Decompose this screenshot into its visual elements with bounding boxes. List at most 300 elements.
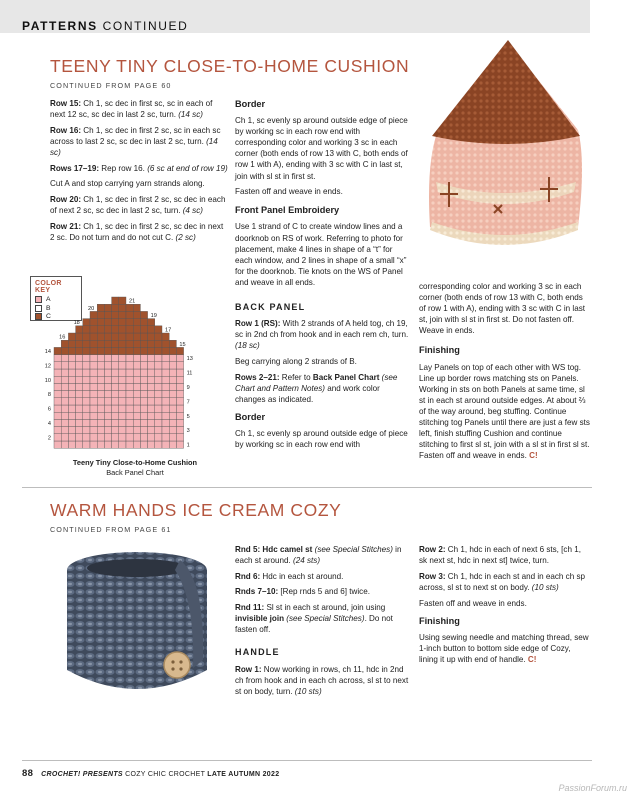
chart-cell bbox=[61, 419, 68, 426]
back-border-text: Ch 1, sc evenly sp around outside edge of piece by working sc in each row end with bbox=[235, 429, 408, 450]
chart-cell bbox=[112, 297, 119, 304]
cushion-col3 bbox=[419, 281, 591, 466]
chart-cell bbox=[97, 391, 104, 398]
chart-row-label: 18 bbox=[73, 320, 80, 327]
border-continued: corresponding color and working 3 sc in each corner (both ends of row 13 with C, both ends of row 1 with A), ending with 3 sc with C in last st, join with sl st in first st. Do not fasten off. Weave in ends. bbox=[419, 282, 585, 336]
chart-caption: Teeny Tiny Close-to-Home Cushion Back Panel Chart bbox=[72, 458, 198, 477]
border-text: Ch 1, sc evenly sp around outside edge of piece by working sc in each row end with corresponding color and working 3 sc in each corner (both ends of row 13 with C, both ends of row 1 with A), ending with 3 sc with C in last st, join with sl st in first st. bbox=[235, 116, 408, 181]
cushion-title: TEENY TINY CLOSE-TO-HOME CUSHION bbox=[50, 56, 410, 76]
chart-cell bbox=[119, 362, 126, 369]
chart-cell bbox=[119, 326, 126, 333]
chart-cell bbox=[155, 391, 162, 398]
cozy-finishing-heading: Finishing bbox=[419, 615, 460, 626]
chart-cell bbox=[176, 362, 183, 369]
chart-cell bbox=[61, 405, 68, 412]
chart-cell bbox=[169, 405, 176, 412]
chart-cell bbox=[83, 362, 90, 369]
chart-cell bbox=[104, 376, 111, 383]
chart-cell bbox=[176, 398, 183, 405]
chart-cell bbox=[104, 405, 111, 412]
chart-cell bbox=[140, 340, 147, 347]
chart-cell bbox=[155, 412, 162, 419]
chart-cell bbox=[61, 383, 68, 390]
chart-cell bbox=[162, 391, 169, 398]
chart-cell bbox=[176, 369, 183, 376]
footer: 88 CROCHET! PRESENTS COZY CHIC CROCHET LATE AUTUMN 2022 bbox=[22, 768, 280, 779]
chart-cell bbox=[76, 419, 83, 426]
chart-cell bbox=[83, 326, 90, 333]
chart-cell bbox=[133, 412, 140, 419]
chart-cell bbox=[112, 412, 119, 419]
cozy-col2 bbox=[419, 544, 591, 670]
rnd-6: Rnd 6: Hdc in each st around. bbox=[235, 571, 344, 581]
chart-cell bbox=[126, 319, 133, 326]
chart-cell bbox=[126, 391, 133, 398]
chart-cell bbox=[83, 340, 90, 347]
chart-cell bbox=[119, 412, 126, 419]
chart-cell bbox=[54, 347, 61, 354]
chart-cell bbox=[83, 376, 90, 383]
section-header: PATTERNS CONTINUED bbox=[22, 19, 189, 33]
chart-cell bbox=[83, 427, 90, 434]
chart-cell bbox=[148, 376, 155, 383]
chart-cell bbox=[126, 311, 133, 318]
chart-cell bbox=[90, 347, 97, 354]
chart-cell bbox=[155, 326, 162, 333]
chart-cell bbox=[61, 412, 68, 419]
back-beg: Beg carrying along 2 strands of B. bbox=[235, 356, 357, 366]
chart-row-label: 5 bbox=[186, 413, 190, 420]
chart-cell bbox=[133, 311, 140, 318]
chart-cell bbox=[112, 441, 119, 448]
chart-cell bbox=[97, 412, 104, 419]
border-heading: Border bbox=[235, 99, 266, 109]
chart-cell bbox=[169, 355, 176, 362]
chart-cell bbox=[162, 434, 169, 441]
chart-cell bbox=[68, 427, 75, 434]
chart-cell bbox=[104, 347, 111, 354]
chart-cell bbox=[90, 383, 97, 390]
chart-cell bbox=[133, 441, 140, 448]
chart-cell bbox=[155, 434, 162, 441]
chart-cell bbox=[68, 383, 75, 390]
chart-cell bbox=[68, 347, 75, 354]
chart-cell bbox=[112, 369, 119, 376]
chart-cell bbox=[162, 355, 169, 362]
chart-row-label: 17 bbox=[165, 327, 172, 334]
color-key-c: C bbox=[35, 313, 77, 320]
chart-cell bbox=[169, 441, 176, 448]
chart-cell bbox=[90, 369, 97, 376]
chart-cell bbox=[176, 419, 183, 426]
chart-cell bbox=[90, 376, 97, 383]
chart-cell bbox=[148, 369, 155, 376]
cushion-col2 bbox=[235, 98, 411, 455]
cozy-col1 bbox=[235, 544, 411, 701]
chart-cell bbox=[104, 369, 111, 376]
chart-cell bbox=[68, 362, 75, 369]
chart-cell bbox=[126, 398, 133, 405]
chart-cell bbox=[54, 398, 61, 405]
chart-cell bbox=[90, 405, 97, 412]
chart-cell bbox=[104, 398, 111, 405]
handle-row-3: Row 3: Ch 1, hdc in each st and in each ch sp across, sl st to next st on body. (10 sts) bbox=[419, 571, 586, 592]
chart-cell bbox=[140, 355, 147, 362]
chart-cell bbox=[133, 383, 140, 390]
cut-a: Cut A and stop carrying yarn strands along. bbox=[50, 179, 205, 189]
chart-cell bbox=[133, 376, 140, 383]
chart-cell bbox=[83, 441, 90, 448]
cozy-continued: CONTINUED FROM PAGE 61 bbox=[50, 525, 172, 534]
chart-cell bbox=[83, 434, 90, 441]
chart-cell bbox=[68, 398, 75, 405]
chart-row-label: 13 bbox=[186, 356, 193, 363]
chart-row-label: 16 bbox=[59, 334, 66, 341]
chart-cell bbox=[126, 376, 133, 383]
chart-cell bbox=[148, 427, 155, 434]
chart-cell bbox=[133, 362, 140, 369]
chart-cell bbox=[140, 434, 147, 441]
chart-cell bbox=[97, 405, 104, 412]
chart-cell bbox=[112, 376, 119, 383]
chart-cell bbox=[54, 369, 61, 376]
chart-cell bbox=[119, 369, 126, 376]
chart-cell bbox=[83, 419, 90, 426]
chart-cell bbox=[140, 419, 147, 426]
chart-cell bbox=[140, 347, 147, 354]
chart-cell bbox=[83, 391, 90, 398]
chart-cell bbox=[126, 304, 133, 311]
chart-row-label: 9 bbox=[186, 385, 190, 391]
chart-cell bbox=[112, 340, 119, 347]
chart-cell bbox=[162, 362, 169, 369]
chart-cell bbox=[155, 441, 162, 448]
chart-cell bbox=[140, 333, 147, 340]
chart-cell bbox=[104, 383, 111, 390]
chart-cell bbox=[148, 383, 155, 390]
chart-cell bbox=[162, 405, 169, 412]
chart-cell bbox=[61, 376, 68, 383]
chart-cell bbox=[61, 347, 68, 354]
back-row-1: Row 1 (RS): With 2 strands of A held tog, ch 19, sc in 2nd ch from hook and in each rem ch, turn. (18 sc) bbox=[235, 319, 409, 351]
color-key-a: A bbox=[35, 296, 77, 303]
chart-cell bbox=[68, 434, 75, 441]
chart-cell bbox=[90, 311, 97, 318]
chart-cell bbox=[148, 333, 155, 340]
handle-row-2: Row 2: Ch 1, hdc in each of next 6 sts, [ch 1, sk next st, hdc in next st] twice, turn. bbox=[419, 545, 581, 566]
chart-cell bbox=[169, 419, 176, 426]
chart-cell bbox=[61, 391, 68, 398]
chart-cell bbox=[162, 441, 169, 448]
chart-cell bbox=[126, 333, 133, 340]
chart-cell bbox=[54, 391, 61, 398]
chart-cell bbox=[133, 347, 140, 354]
chart-cell bbox=[97, 427, 104, 434]
chart-cell bbox=[112, 319, 119, 326]
chart-cell bbox=[133, 355, 140, 362]
chart-cell bbox=[126, 340, 133, 347]
chart-cell bbox=[119, 333, 126, 340]
chart-cell bbox=[169, 362, 176, 369]
chart-cell bbox=[54, 376, 61, 383]
chart-cell bbox=[90, 412, 97, 419]
chart-cell bbox=[104, 434, 111, 441]
chart-cell bbox=[97, 369, 104, 376]
chart-cell bbox=[176, 427, 183, 434]
cozy-photo bbox=[45, 540, 225, 705]
chart-cell bbox=[140, 427, 147, 434]
chart-cell bbox=[83, 369, 90, 376]
chart-cell bbox=[119, 398, 126, 405]
watermark: PassionForum.ru bbox=[558, 783, 627, 793]
chart-cell bbox=[162, 427, 169, 434]
rows-17-19: Rows 17–19: Rep row 16. (6 sc at end of row 19) bbox=[50, 163, 228, 173]
chart-row-label: 11 bbox=[186, 370, 193, 377]
chart-cell bbox=[176, 412, 183, 419]
chart-cell bbox=[140, 319, 147, 326]
chart-cell bbox=[104, 340, 111, 347]
chart-cell bbox=[162, 412, 169, 419]
chart-cell bbox=[76, 398, 83, 405]
chart-cell bbox=[104, 427, 111, 434]
chart-cell bbox=[68, 405, 75, 412]
chart-cell bbox=[61, 362, 68, 369]
chart-cell bbox=[162, 347, 169, 354]
chart-cell bbox=[169, 427, 176, 434]
chart-cell bbox=[162, 398, 169, 405]
chart-cell bbox=[133, 340, 140, 347]
embroidery-text: Use 1 strand of C to create window lines and a doorknob on RS of work. Referring to photo for placement, make 4 lines in shape of a “t” for each window, and 2 lines in shape of a small “x” for the doorknob. Tie knots on the WS of Panel and weave in all ends. bbox=[235, 222, 407, 287]
chart-cell bbox=[76, 340, 83, 347]
chart-cell bbox=[112, 398, 119, 405]
chart-cell bbox=[155, 398, 162, 405]
chart-cell bbox=[155, 347, 162, 354]
chart-cell bbox=[169, 412, 176, 419]
color-key-title: COLOR KEY bbox=[35, 280, 62, 294]
chart-cell bbox=[90, 419, 97, 426]
chart-cell bbox=[112, 427, 119, 434]
chart-cell bbox=[133, 333, 140, 340]
chart-cell bbox=[104, 412, 111, 419]
chart-cell bbox=[54, 355, 61, 362]
chart-cell bbox=[61, 427, 68, 434]
chart-row-label: 12 bbox=[44, 363, 51, 370]
chart-cell bbox=[112, 355, 119, 362]
chart-cell bbox=[176, 376, 183, 383]
chart-cell bbox=[119, 383, 126, 390]
chart-cell bbox=[97, 419, 104, 426]
chart-cell bbox=[126, 434, 133, 441]
chart-cell bbox=[162, 333, 169, 340]
chart-cell bbox=[97, 311, 104, 318]
chart-cell bbox=[126, 383, 133, 390]
chart-cell bbox=[148, 419, 155, 426]
chart-cell bbox=[155, 419, 162, 426]
cozy-finishing-text: Using sewing needle and matching thread, sew 1-inch button to bottom side edge of Cozy, lining it up with end of handle. C! bbox=[419, 632, 589, 664]
button-icon bbox=[164, 652, 190, 678]
chart-cell bbox=[112, 304, 119, 311]
finishing-heading: Finishing bbox=[419, 345, 460, 356]
chart-cell bbox=[148, 398, 155, 405]
chart-cell bbox=[90, 434, 97, 441]
chart-cell bbox=[54, 427, 61, 434]
color-key-b: B bbox=[35, 305, 77, 312]
chart-cell bbox=[90, 340, 97, 347]
chart-cell bbox=[119, 319, 126, 326]
chart-cell bbox=[119, 311, 126, 318]
chart-cell bbox=[61, 398, 68, 405]
chart-cell bbox=[140, 405, 147, 412]
chart-cell bbox=[148, 391, 155, 398]
chart-cell bbox=[126, 405, 133, 412]
back-panel-chart bbox=[28, 290, 228, 455]
chart-cell bbox=[155, 376, 162, 383]
chart-cell bbox=[97, 376, 104, 383]
chart-cell bbox=[68, 391, 75, 398]
chart-cell bbox=[155, 333, 162, 340]
chart-cell bbox=[76, 412, 83, 419]
chart-cell bbox=[97, 326, 104, 333]
chart-cell bbox=[148, 412, 155, 419]
chart-cell bbox=[112, 383, 119, 390]
embroidery-heading: Front Panel Embroidery bbox=[235, 205, 340, 216]
chart-cell bbox=[104, 419, 111, 426]
chart-cell bbox=[140, 326, 147, 333]
chart-cell bbox=[76, 376, 83, 383]
chart-cell bbox=[83, 333, 90, 340]
chart-cell bbox=[126, 347, 133, 354]
chart-cell bbox=[176, 441, 183, 448]
chart-cell bbox=[83, 405, 90, 412]
back-border-heading: Border bbox=[235, 411, 266, 422]
chart-cell bbox=[54, 441, 61, 448]
chart-cell bbox=[155, 340, 162, 347]
row-15: Row 15: Ch 1, sc dec in first sc, sc in each of next 12 sc, sc dec in last 2 sc, turn. (14 sc) bbox=[50, 99, 213, 120]
chart-cell bbox=[126, 427, 133, 434]
chart-cell bbox=[61, 369, 68, 376]
chart-cell bbox=[54, 434, 61, 441]
chart-cell bbox=[155, 383, 162, 390]
chart-cell bbox=[148, 434, 155, 441]
chart-cell bbox=[112, 347, 119, 354]
chart-cell bbox=[112, 326, 119, 333]
chart-cell bbox=[76, 347, 83, 354]
chart-cell bbox=[162, 369, 169, 376]
chart-cell bbox=[133, 319, 140, 326]
rnd-5: Rnd 5: Hdc camel st (see Special Stitches) in each st around. (24 sts) bbox=[235, 545, 402, 566]
chart-cell bbox=[97, 319, 104, 326]
chart-cell bbox=[176, 383, 183, 390]
chart-cell bbox=[169, 391, 176, 398]
chart-row-label: 15 bbox=[179, 341, 186, 348]
chart-cell bbox=[176, 405, 183, 412]
chart-row-label: 3 bbox=[186, 428, 190, 435]
chart-cell bbox=[169, 347, 176, 354]
chart-cell bbox=[97, 340, 104, 347]
chart-cell bbox=[76, 326, 83, 333]
chart-cell bbox=[169, 383, 176, 390]
chart-cell bbox=[97, 355, 104, 362]
chart-cell bbox=[97, 398, 104, 405]
chart-cell bbox=[155, 369, 162, 376]
chart-cell bbox=[148, 326, 155, 333]
chart-cell bbox=[148, 340, 155, 347]
rnds-7-10: Rnds 7–10: [Rep rnds 5 and 6] twice. bbox=[235, 587, 370, 597]
cushion-photo bbox=[418, 32, 590, 272]
chart-cell bbox=[155, 427, 162, 434]
chart-cell bbox=[83, 347, 90, 354]
chart-cell bbox=[97, 347, 104, 354]
chart-cell bbox=[176, 355, 183, 362]
chart-cell bbox=[76, 441, 83, 448]
chart-cell bbox=[140, 391, 147, 398]
chart-cell bbox=[112, 311, 119, 318]
back-panel-heading: BACK PANEL bbox=[235, 302, 306, 312]
chart-cell bbox=[61, 355, 68, 362]
chart-cell bbox=[119, 434, 126, 441]
chart-cell bbox=[112, 333, 119, 340]
page-number: 88 bbox=[22, 768, 34, 779]
chart-cell bbox=[148, 355, 155, 362]
chart-cell bbox=[76, 355, 83, 362]
chart-cell bbox=[148, 441, 155, 448]
chart-row-label: 7 bbox=[186, 399, 190, 406]
chart-cell bbox=[97, 383, 104, 390]
chart-cell bbox=[119, 419, 126, 426]
chart-cell bbox=[61, 340, 68, 347]
chart-cell bbox=[133, 398, 140, 405]
chart-cell bbox=[68, 333, 75, 340]
chart-row-label: 4 bbox=[47, 421, 51, 427]
row-21: Row 21: Ch 1, sc dec in first 2 sc, sc dec in next 2 sc. Do not turn and do not cut C. (2 sc) bbox=[50, 221, 224, 242]
chart-cell bbox=[140, 441, 147, 448]
chart-cell bbox=[112, 419, 119, 426]
chart-cell bbox=[133, 419, 140, 426]
chart-cell bbox=[90, 362, 97, 369]
chart-cell bbox=[140, 376, 147, 383]
chart-cell bbox=[76, 383, 83, 390]
chart-cell bbox=[112, 362, 119, 369]
chart-cell bbox=[169, 369, 176, 376]
chart-cell bbox=[97, 333, 104, 340]
chart-cell bbox=[119, 376, 126, 383]
chart-cell bbox=[112, 434, 119, 441]
chart-cell bbox=[90, 441, 97, 448]
chart-cell bbox=[104, 326, 111, 333]
back-rows-2-21: Rows 2–21: Refer to Back Panel Chart (see Chart and Pattern Notes) and work color changes as indicated. bbox=[235, 372, 398, 404]
cozy-title: WARM HANDS ICE CREAM COZY bbox=[50, 500, 342, 520]
chart-cell bbox=[126, 355, 133, 362]
chart-cell bbox=[169, 434, 176, 441]
chart-cell bbox=[104, 311, 111, 318]
chart-cell bbox=[169, 340, 176, 347]
chart-cell bbox=[97, 434, 104, 441]
chart-cell bbox=[76, 369, 83, 376]
chart-cell bbox=[148, 362, 155, 369]
handle-row-1: Row 1: Now working in rows, ch 11, hdc in 2nd ch from hook and in each ch across, sl st to next st on body, turn. (10 sts) bbox=[235, 664, 409, 696]
chart-cell bbox=[176, 434, 183, 441]
chart-row-label: 6 bbox=[47, 406, 51, 413]
rnd-11: Rnd 11: Sl st in each st around, join using invisible join (see Special Stitches). Do not fasten off. bbox=[235, 603, 393, 635]
chart-cell bbox=[76, 434, 83, 441]
chart-cell bbox=[119, 427, 126, 434]
cozy-fasten-off: Fasten off and weave in ends. bbox=[419, 598, 527, 608]
chart-cell bbox=[169, 376, 176, 383]
chart-cell bbox=[76, 333, 83, 340]
row-20: Row 20: Ch 1, sc dec in first 2 sc, sc dec in each of next 2 sc, sc dec in last 2 sc, turn. (4 sc) bbox=[50, 195, 226, 216]
chart-cell bbox=[119, 355, 126, 362]
chart-cell bbox=[140, 311, 147, 318]
